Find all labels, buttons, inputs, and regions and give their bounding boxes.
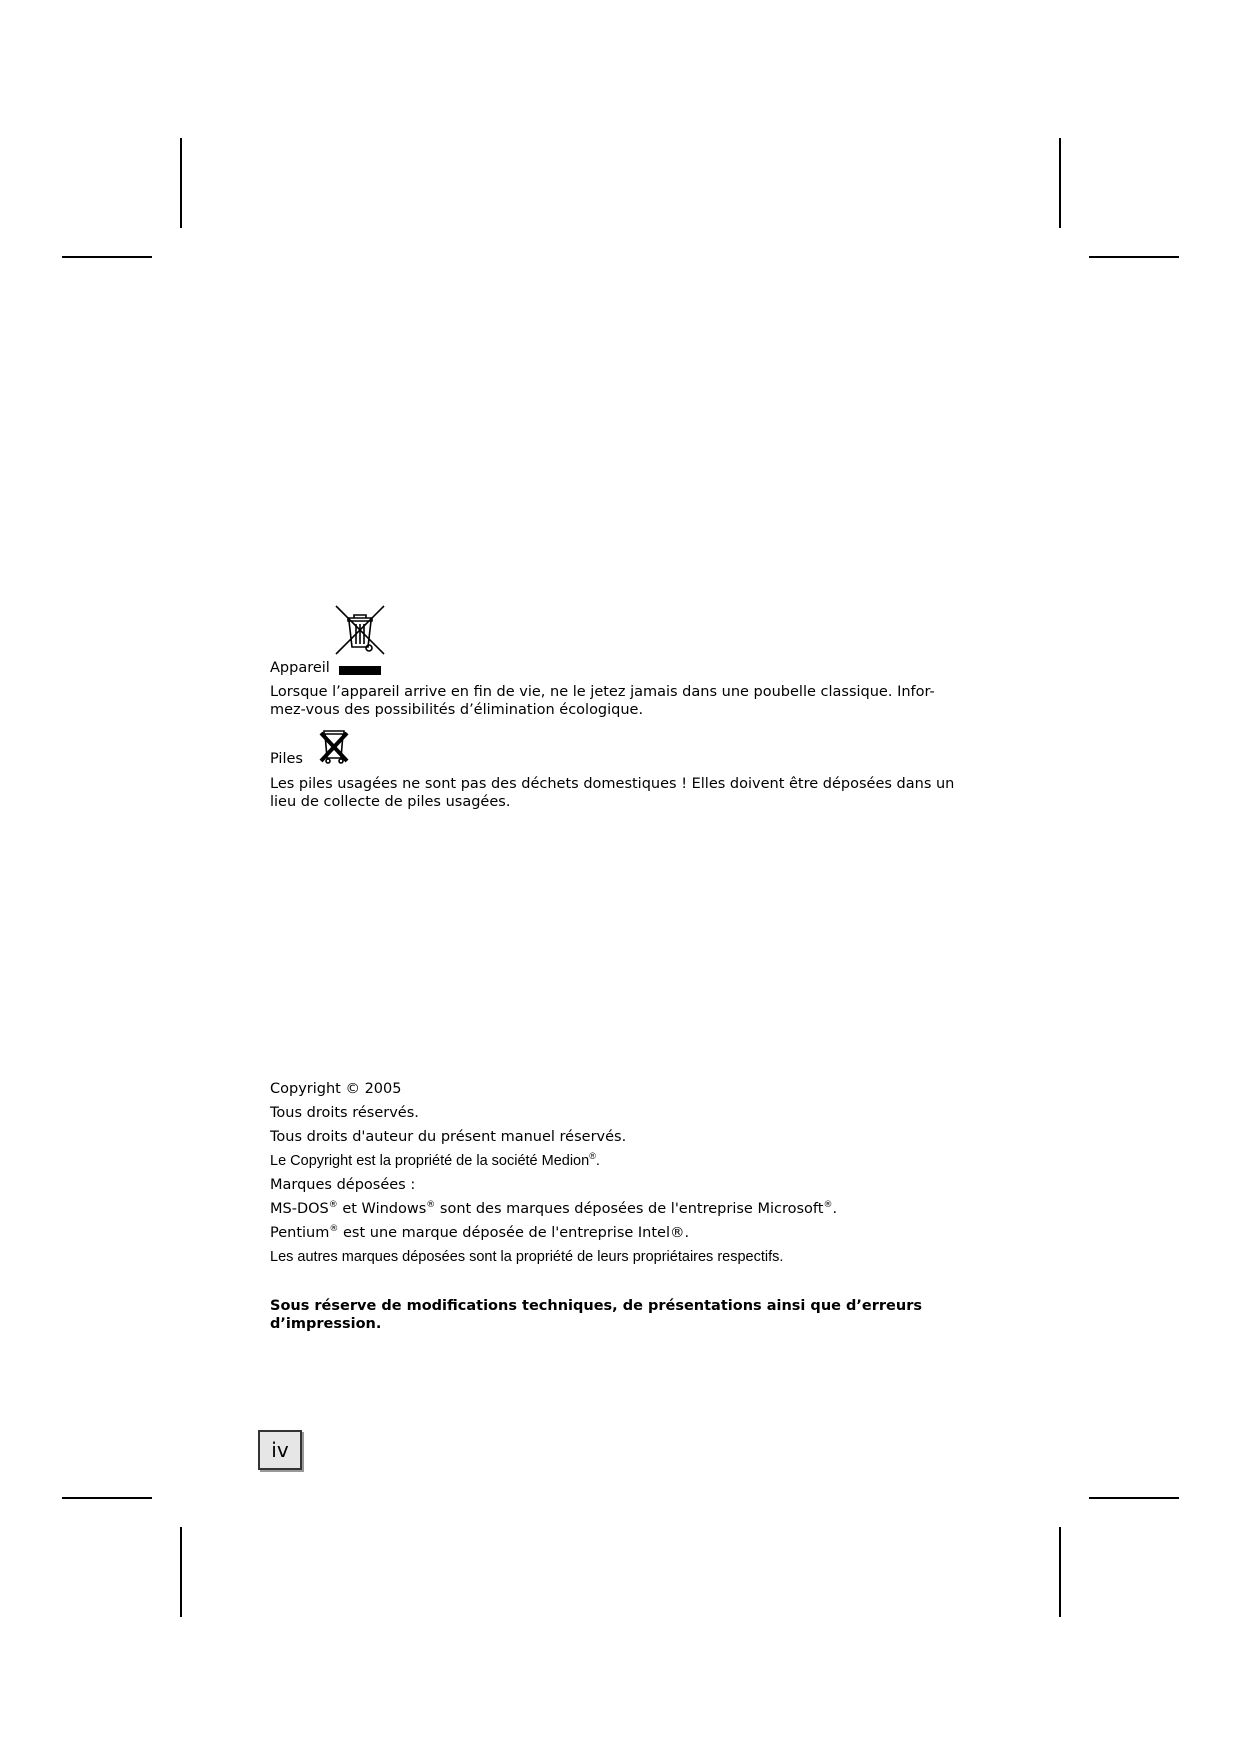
copyright-year: Copyright © 2005	[270, 1081, 402, 1097]
device-disposal-text: Lorsque l’appareil arrive en fin de vie, ne le jetez jamais dans une poubelle classique. Infor-mez-vous des possibilités d’élimination écologique.	[270, 684, 935, 718]
device-disposal-label: Appareil	[270, 660, 330, 676]
trademark-pentium: Pentium	[270, 1225, 330, 1241]
battery-disposal-text: Les piles usagées ne sont pas des déchets domestiques ! Elles doivent être déposées dans un lieu de collecte de piles usagées.	[270, 776, 955, 810]
registered-mark: ®	[823, 1200, 833, 1211]
crop-mark-bottom-left-horizontal	[62, 1497, 152, 1499]
trademark-windows: et Windows	[337, 1201, 427, 1217]
registered-mark: ®	[329, 1224, 339, 1235]
other-trademarks: Les autres marques déposées sont la propriété de leurs propriétaires respectifs.	[270, 1249, 784, 1265]
crop-mark-bottom-right-vertical	[1059, 1527, 1061, 1617]
trademark-microsoft-text: sont des marques déposées de l'entreprise Microsoft	[435, 1201, 824, 1217]
registered-mark: ®	[328, 1200, 338, 1211]
separate-collection-bar	[339, 666, 381, 675]
registered-mark: ®	[426, 1200, 436, 1211]
crossed-out-battery-bin-icon	[316, 725, 352, 765]
trademark-intel-text: est une marque déposée de l'entreprise Intel®.	[338, 1225, 690, 1241]
copyright-owner	[270, 1152, 600, 1170]
technical-changes-notice: Sous réserve de modifications techniques, de présentations ainsi que d’erreurs d’impression.	[270, 1298, 922, 1332]
trademark-microsoft	[270, 1200, 837, 1218]
trademark-msdos: MS-DOS	[270, 1201, 329, 1217]
trademark-microsoft-end: .	[832, 1201, 838, 1217]
crop-mark-top-left-horizontal	[62, 256, 152, 258]
crop-mark-bottom-right-horizontal	[1089, 1497, 1179, 1499]
copyright-owner-text: Le Copyright est la propriété de la société Medion	[270, 1153, 590, 1169]
manual-rights-reserved: Tous droits d'auteur du présent manuel réservés.	[270, 1129, 627, 1145]
battery-disposal-label: Piles	[270, 751, 303, 767]
all-rights-reserved: Tous droits réservés.	[270, 1105, 419, 1121]
crossed-out-wheelie-bin-icon	[334, 604, 386, 656]
crop-mark-bottom-left-vertical	[180, 1527, 182, 1617]
trademarks-heading: Marques déposées :	[270, 1177, 416, 1193]
registered-mark: ®	[589, 1151, 596, 1162]
page-number: iv	[258, 1430, 302, 1470]
trademark-intel	[270, 1224, 689, 1242]
crop-mark-top-right-vertical	[1059, 138, 1061, 228]
copyright-owner-end: .	[595, 1153, 600, 1169]
crop-mark-top-right-horizontal	[1089, 256, 1179, 258]
crop-mark-top-left-vertical	[180, 138, 182, 228]
